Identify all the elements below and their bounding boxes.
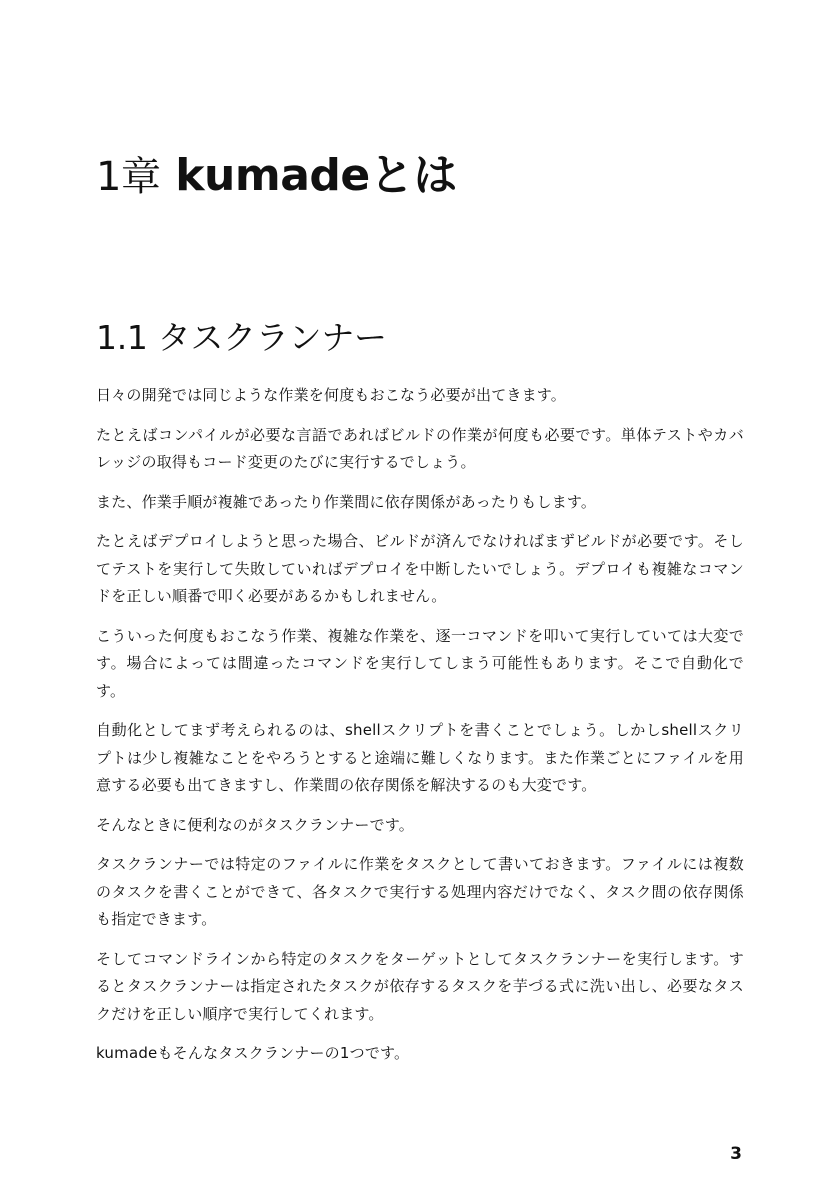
- chapter-number: 1章: [96, 154, 161, 200]
- paragraph: 自動化としてまず考えられるのは、shellスクリプトを書くことでしょう。しかしshellスクリプトは少し複雑なことをやろうとすると途端に難しくなります。また作業ごとにファイルを用意する必要も出てきますし、作業間の依存関係を解決するのも大変です。: [96, 721, 744, 794]
- page-number: 3: [730, 1144, 742, 1164]
- paragraph: そしてコマンドラインから特定のタスクをターゲットとしてタスクランナーを実行します。するとタスクランナーは指定されたタスクが依存するタスクを芋づる式に洗い出し、必要なタスクだけを正しい順序で実行してくれます。: [96, 949, 744, 1023]
- paragraph: そんなときに便利なのがタスクランナーです。: [96, 815, 415, 834]
- body-text: [96, 382, 744, 1080]
- paragraph: 日々の開発では同じような作業を何度もおこなう必要が出てきます。: [96, 386, 567, 404]
- paragraph: kumadeもそんなタスクランナーの1つです。: [96, 1044, 410, 1062]
- paragraph: たとえばコンパイルが必要な言語であればビルドの作業が何度も必要です。単体テストやカバレッジの取得もコード変更のたびに実行するでしょう。: [96, 425, 744, 471]
- paragraph: たとえばデプロイしようと思った場合、ビルドが済んでなければまずビルドが必要です。そしてテストを実行して失敗していればデプロイを中断したいでしょう。デプロイも複雑なコマンドを正しい順番で叩く必要があるかもしれません。: [96, 532, 744, 605]
- paragraph: こういった何度もおこなう作業、複雑な作業を、逐一コマンドを叩いて実行していては大変です。場合によっては間違ったコマンドを実行してしまう可能性もあります。そこで自動化です。: [96, 626, 744, 700]
- paragraph: また、作業手順が複雑であったり作業間に依存関係があったりもします。: [96, 492, 597, 511]
- paragraph: タスクランナーでは特定のファイルに作業をタスクとして書いておきます。ファイルには複数のタスクを書くことができて、各タスクで実行する処理内容だけでなく、タスク間の依存関係も指定できます。: [96, 855, 744, 928]
- chapter-name: kumadeとは: [175, 150, 457, 201]
- chapter-title: [96, 146, 457, 207]
- section-title: 1.1 タスクランナー: [96, 318, 387, 357]
